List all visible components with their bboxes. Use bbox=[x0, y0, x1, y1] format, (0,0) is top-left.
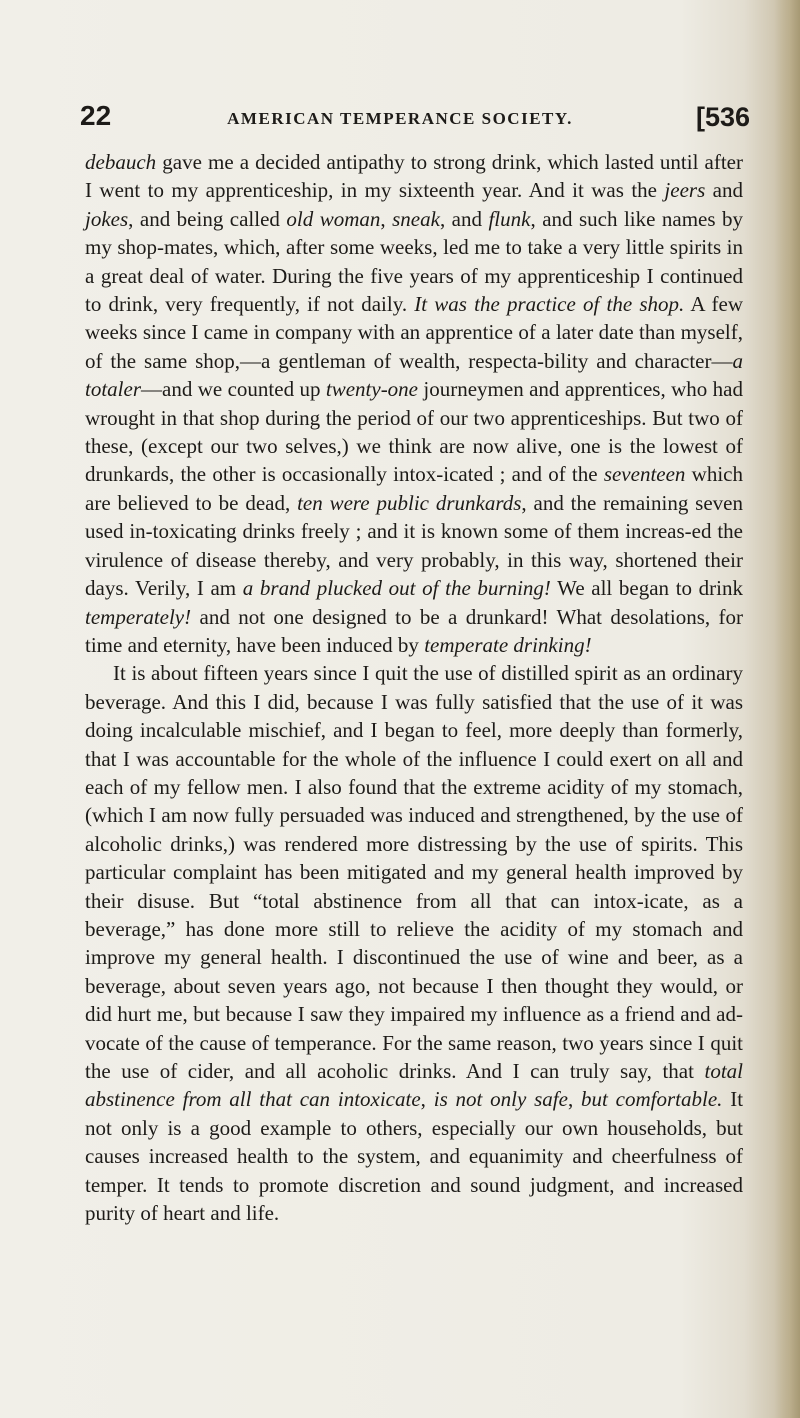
italic-text: seventeen bbox=[603, 462, 686, 487]
text-run: , and the remaining seven used in-toxicating drinks freely ; and it is known some of them increas-ed the virulence of disease thereby, and very probably, in this way, shortened their days. Verily, I am bbox=[85, 490, 743, 601]
body-text bbox=[85, 148, 743, 1227]
text-run: A few weeks since I came in company with an apprentice of a later date than myself, of the same shop,—a gentleman of wealth, respecta-bility and character— bbox=[85, 292, 744, 373]
italic-text: flunk bbox=[488, 206, 531, 231]
italic-text: jokes bbox=[85, 206, 129, 231]
italic-text: sneak bbox=[392, 206, 440, 231]
italic-text: old woman bbox=[286, 206, 381, 231]
text-run: —and we counted up bbox=[141, 377, 326, 402]
italic-text: ten were public drunkards bbox=[297, 490, 522, 515]
page-header bbox=[80, 92, 750, 132]
italic-text: jeers bbox=[664, 178, 706, 203]
italic-text: but comfortable. bbox=[581, 1087, 723, 1112]
italic-text: It was the practice of the shop. bbox=[414, 292, 685, 317]
italic-text: debauch bbox=[85, 150, 157, 174]
text-run: , bbox=[420, 1087, 434, 1112]
running-head: AMERICAN TEMPERANCE SOCIETY. bbox=[227, 109, 573, 128]
page-edge-shadow bbox=[774, 0, 800, 1418]
text-run: , bbox=[567, 1087, 582, 1112]
paragraph bbox=[85, 148, 743, 659]
italic-text: is not only safe bbox=[433, 1087, 568, 1112]
italic-text: temperate drinking! bbox=[424, 632, 592, 657]
italic-text: a brand plucked out of the burning! bbox=[242, 576, 551, 601]
text-run: , and bbox=[439, 206, 489, 231]
italic-text: a totaler bbox=[85, 348, 743, 402]
text-run: , and being called bbox=[128, 206, 287, 231]
text-run: which are believed to be dead, bbox=[85, 462, 743, 515]
text-run: It is about fifteen years since I quit the use of distilled spirit as an ordinary beverage. And this I did, because I was fully satisfied that the use of it was doing incalculable mischief, and I began to feel, more deeply than formerly, that I was accountable for the whole of the influence I could exert on all and each of my fellow men. I also found that the extreme acidity of my stomach, (which I am now fully persuaded was induced and strengthened, by the use of alcoholic drinks,) was rendered more distressing by the use of spirits. This particular complaint has been mitigated and my general health improved by their disuse. But “total abstinence from all that can intox-icate, as a beverage,” has done more still to relieve the acidity of my stomach and improve my general health. I discontinued the use of wine and beer, as a beverage, about seven years ago, not because I then thought they would, or did hurt me, but because I saw they impaired my influence as a friend and ad-vocate of the cause of temperance. For the same reason, two years since I quit the use of cider, and all acoholic drinks. And I can truly say, that bbox=[85, 661, 743, 1083]
italic-text: twenty-one bbox=[325, 377, 419, 402]
italic-text: total abstinence from all that can intoxicate bbox=[85, 1059, 743, 1112]
text-run: , bbox=[380, 206, 393, 231]
text-run: gave me a decided antipathy to strong drink, which lasted until after I went to my apprenticeship, in my sixteenth year. And it was the bbox=[85, 150, 743, 203]
paragraph bbox=[85, 659, 743, 1227]
text-run: , and such like names by my shop-mates, which, after some weeks, led me to take a very little spirits in a great deal of water. During the five years of my apprenticeship I continued to drink, very frequently, if not daily. bbox=[85, 206, 744, 317]
text-run: We all began to drink bbox=[550, 576, 743, 601]
section-number: [536 bbox=[695, 102, 750, 132]
italic-text: temperately! bbox=[85, 604, 192, 629]
text-run: journeymen and apprentices, who had wrought in that shop during the period of our two apprenticeships. But two of these, (except our two selves,) we think are now alive, one is the lowest of drunkards, the other is occasionally intox-icated ; and of the bbox=[85, 377, 743, 487]
page-number: 22 bbox=[80, 100, 112, 131]
text-run: and not one designed to be a drunkard! What desolations, for time and eternity, have been induced by bbox=[85, 604, 743, 657]
text-run: It not only is a good example to others, especially our own households, but causes increased health to the system, and equanimity and cheerfulness of temper. It tends to promote discretion and sound judgment, and increased purity of heart and life. bbox=[85, 1087, 744, 1226]
text-run: and bbox=[705, 178, 743, 203]
